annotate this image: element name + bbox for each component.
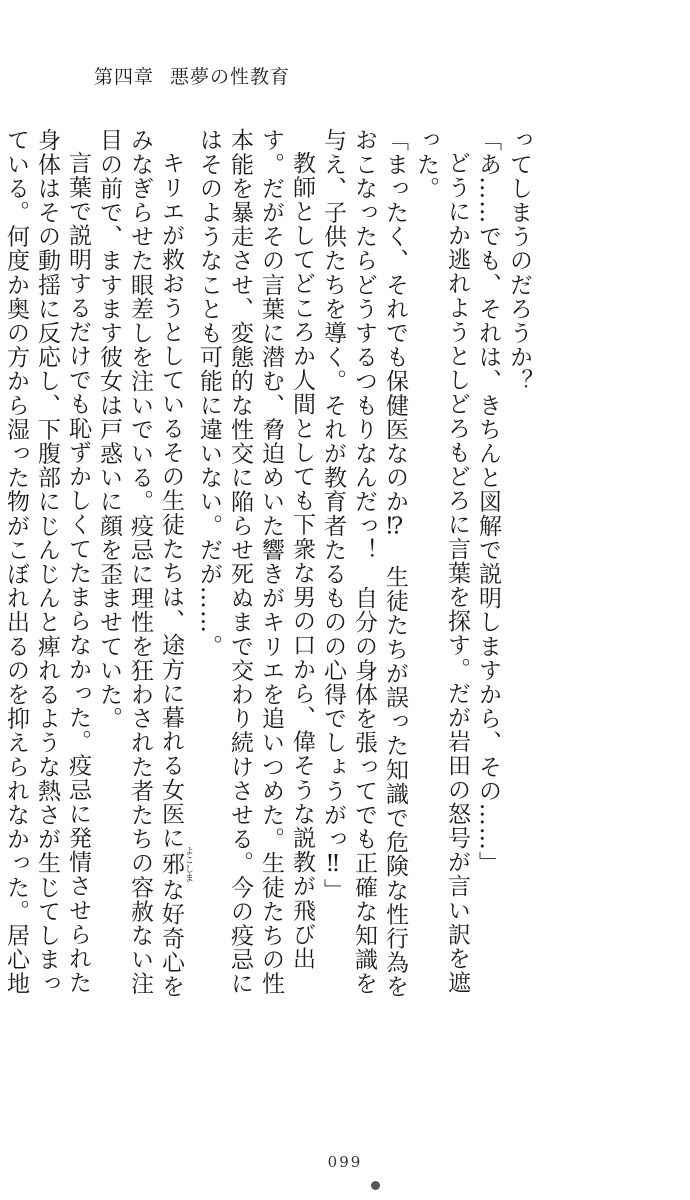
dialogue-paragraph: 「まったく、それでも保健医なのか⁉ 生徒たちが誤った知識で危険な性行為をおこなったらどうするつもりなんだっ！ 自分の身体を張ってでも正確な知識を与え、子供たちを導く。それが教育者たるものの心得でしょうがっ‼」: [320, 128, 408, 999]
ruby-annotation: [158, 845, 193, 882]
vertical-body-text: [3, 128, 534, 1008]
chapter-number: 第四章: [94, 66, 155, 88]
dialogue-paragraph: 「あ……でも、それは、きちんと図解で説明しますから、その……」: [475, 128, 501, 876]
chapter-title: 悪夢の性教育: [170, 66, 291, 88]
paragraph: 教師としてどころか人間としても下衆な男の口から、偉そうな説教が飛び出す。だがその言葉に潜む、脅迫めいた響きがキリエを追いつめた。生徒たちの性本能を暴走させ、変態的な性交に陥らせ死ぬまで交わり続けさせる。今の疫忌にはそのようなことも可能に違いない。だが……。: [196, 128, 315, 996]
page-dot-ornament: [371, 1181, 380, 1190]
ruby-reading: よこしま: [183, 845, 193, 882]
page-number: 099: [327, 1153, 363, 1171]
text-segment: キリエが救おうとしているその生徒たちは、途方に暮れる女医に: [158, 151, 184, 850]
paragraph-with-ruby: [93, 128, 193, 1008]
ruby-base: 邪: [158, 845, 184, 882]
paragraph: ってしまうのだろうか？: [506, 128, 532, 394]
text-segment: な好奇心をみなぎらせた眼差しを注いでいる。疫忌に理性を狂わされた者たちの容赦ない注目の前で、ますます彼女は戸惑いに顔を歪ませていた。: [96, 128, 184, 999]
paragraph: どうにか逃れようとしどろもどろに言葉を探す。だが岩田の怒号が言い訳を遮った。: [413, 128, 470, 995]
running-header: [94, 62, 290, 89]
paragraph: 言葉で説明するだけでも恥ずかしくてたまらなかった。疫忌に発情させられた身体はその動揺に反応し、下腹部にじんじんと痺れるような熱さが生じてしまっている。何度か奥の方から湿った物がこぼれ出るのを抑えられなかった。居心地: [3, 128, 91, 996]
